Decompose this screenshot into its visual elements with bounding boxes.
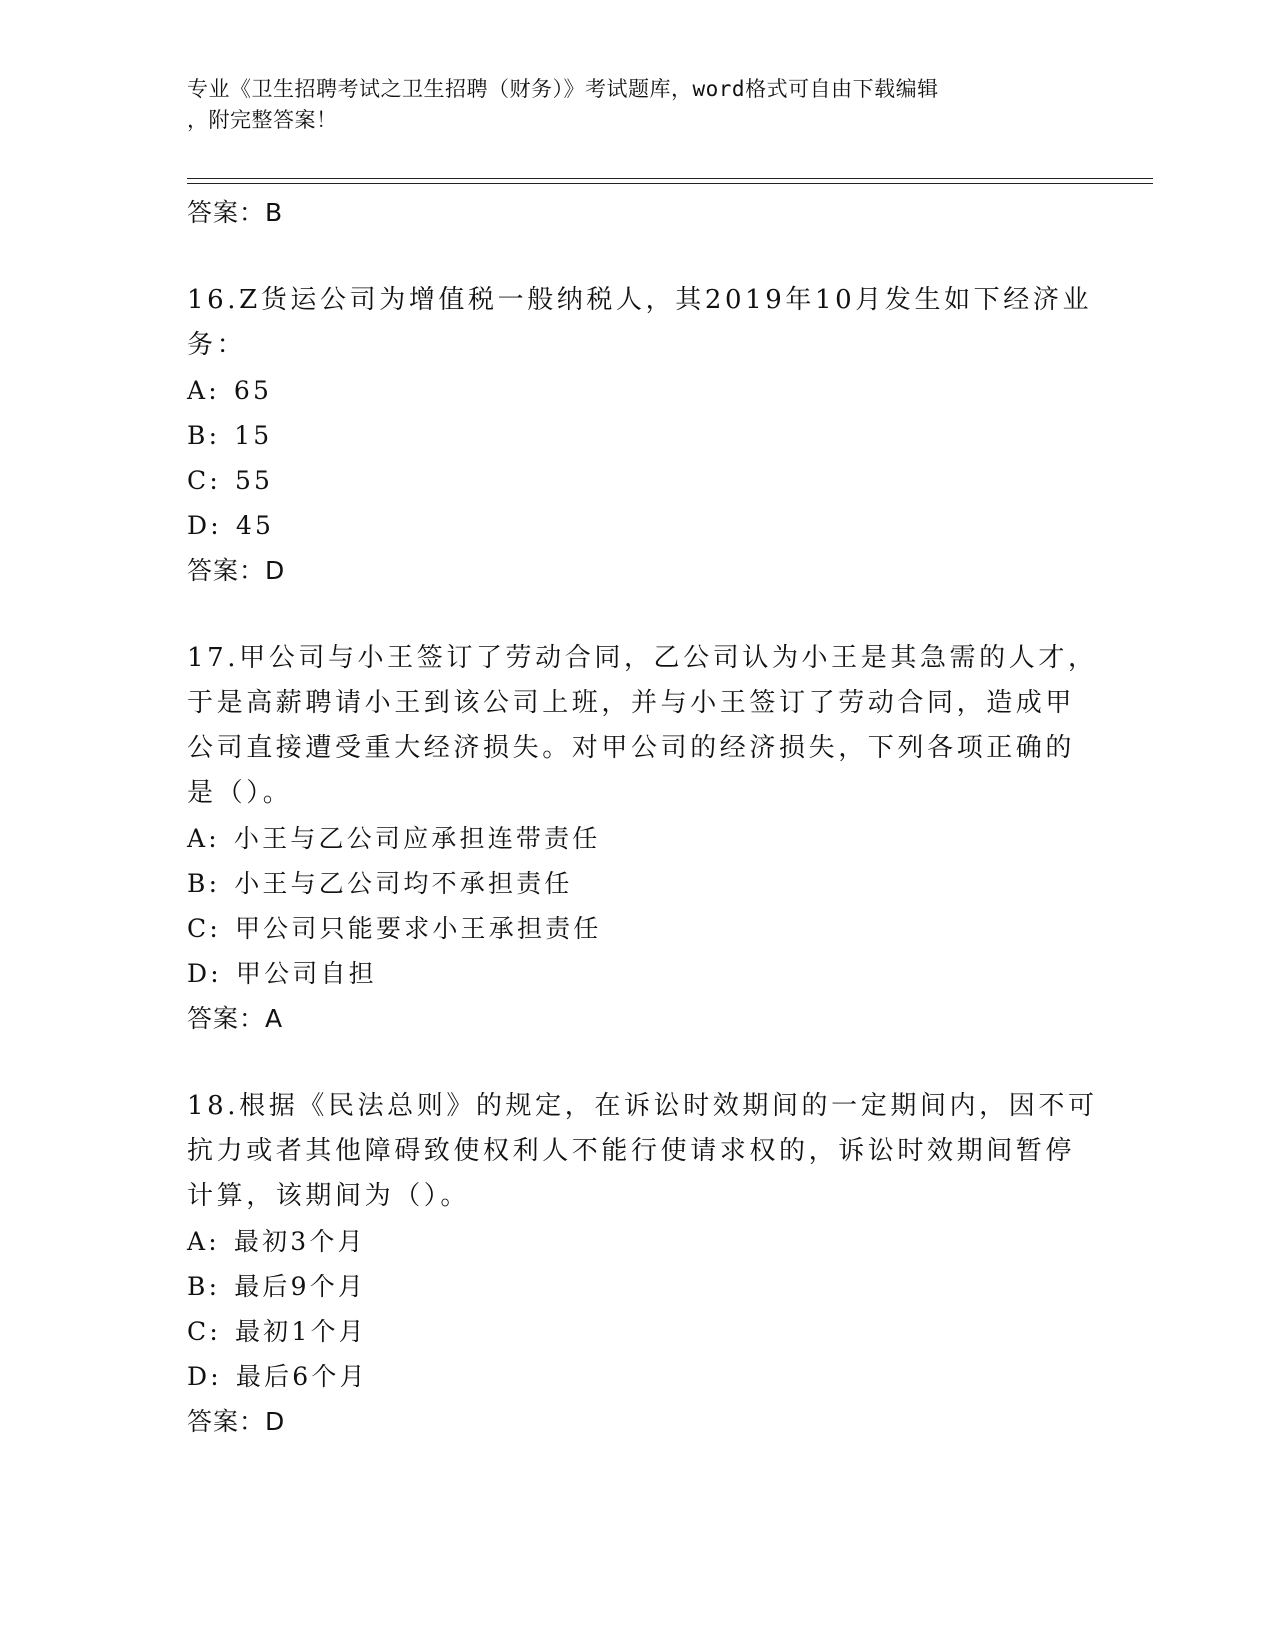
answer-label: 答案： [187,1004,266,1033]
question-text: 于是高薪聘请小王到该公司上班，并与小王签订了劳动合同，造成甲 [187,688,1076,718]
option-a [187,368,1087,413]
answer-label: 答案： [187,1407,266,1436]
question-text: 17.甲公司与小王签订了劳动合同，乙公司认为小王是其急需的人才， [187,643,1098,673]
answer-value: D [265,556,286,585]
option-key: B: [187,869,221,898]
header-line: 专业《卫生招聘考试之卫生招聘（财务）》考试题库，word格式可自由下载编辑 [187,77,939,101]
option-text: 最后9个月 [234,1272,367,1301]
question-text: 是（）。 [187,778,293,808]
answer-label: 答案： [187,556,266,585]
option-text: 最后6个月 [235,1362,368,1391]
header-divider [187,178,1153,179]
option-text: 小王与乙公司均不承担责任 [234,869,573,898]
question-text: 抗力或者其他障碍致使权利人不能行使请求权的，诉讼时效期间暂停 [187,1136,1076,1166]
answer-line [187,996,1087,1041]
question-item [187,636,1098,1041]
option-b [187,861,1087,906]
option-d [187,1354,1087,1399]
option-key: B: [187,421,221,450]
option-key: A: [187,1227,220,1256]
option-text: 最初3个月 [233,1227,366,1256]
option-key: C: [187,466,221,495]
question-item [187,1084,1098,1444]
answer-value: B [265,198,284,227]
answer-label: 答案： [187,198,266,227]
answer-value: A [265,1004,284,1033]
question-text: 16.Z货运公司为增值税一般纳税人，其2019年10月发生如下经济业 [187,285,1093,315]
option-b [187,1264,1087,1309]
question-text: 18.根据《民法总则》的规定，在诉讼时效期间的一定期间内，因不可 [187,1091,1098,1121]
option-key: D: [187,511,222,540]
option-text: 65 [233,376,273,405]
option-c [187,906,1087,951]
option-text: 甲公司自担 [235,959,377,988]
option-key: C: [187,1317,221,1346]
option-text: 甲公司只能要求小王承担责任 [234,914,602,943]
question-text: 务： [187,330,247,360]
option-text: 45 [235,511,275,540]
answer-value: D [265,1407,286,1436]
option-c [187,458,1087,503]
question-item [187,278,1093,593]
option-a [187,816,1087,861]
option-a [187,1219,1087,1264]
option-b [187,413,1087,458]
option-key: C: [187,914,221,943]
answer-line [187,1399,1087,1444]
question-text: 计算，该期间为（）。 [187,1181,471,1211]
option-d [187,951,1087,996]
option-d [187,503,1087,548]
option-c [187,1309,1087,1354]
answer-line [187,548,1087,593]
option-key: D: [187,1362,222,1391]
answer-line [187,190,1087,235]
document-header [187,74,1067,136]
header-divider [187,183,1153,184]
option-text: 15 [234,421,273,450]
option-key: A: [187,824,220,853]
option-key: B: [187,1272,221,1301]
question-text: 公司直接遭受重大经济损失。对甲公司的经济损失，下列各项正确的 [187,733,1076,763]
option-text: 55 [234,466,274,495]
option-key: D: [187,959,222,988]
option-text: 最初1个月 [234,1317,367,1346]
option-text: 小王与乙公司应承担连带责任 [233,824,601,853]
question-list [187,190,1098,1444]
option-key: A: [187,376,220,405]
header-line: ，附完整答案！ [187,108,338,132]
